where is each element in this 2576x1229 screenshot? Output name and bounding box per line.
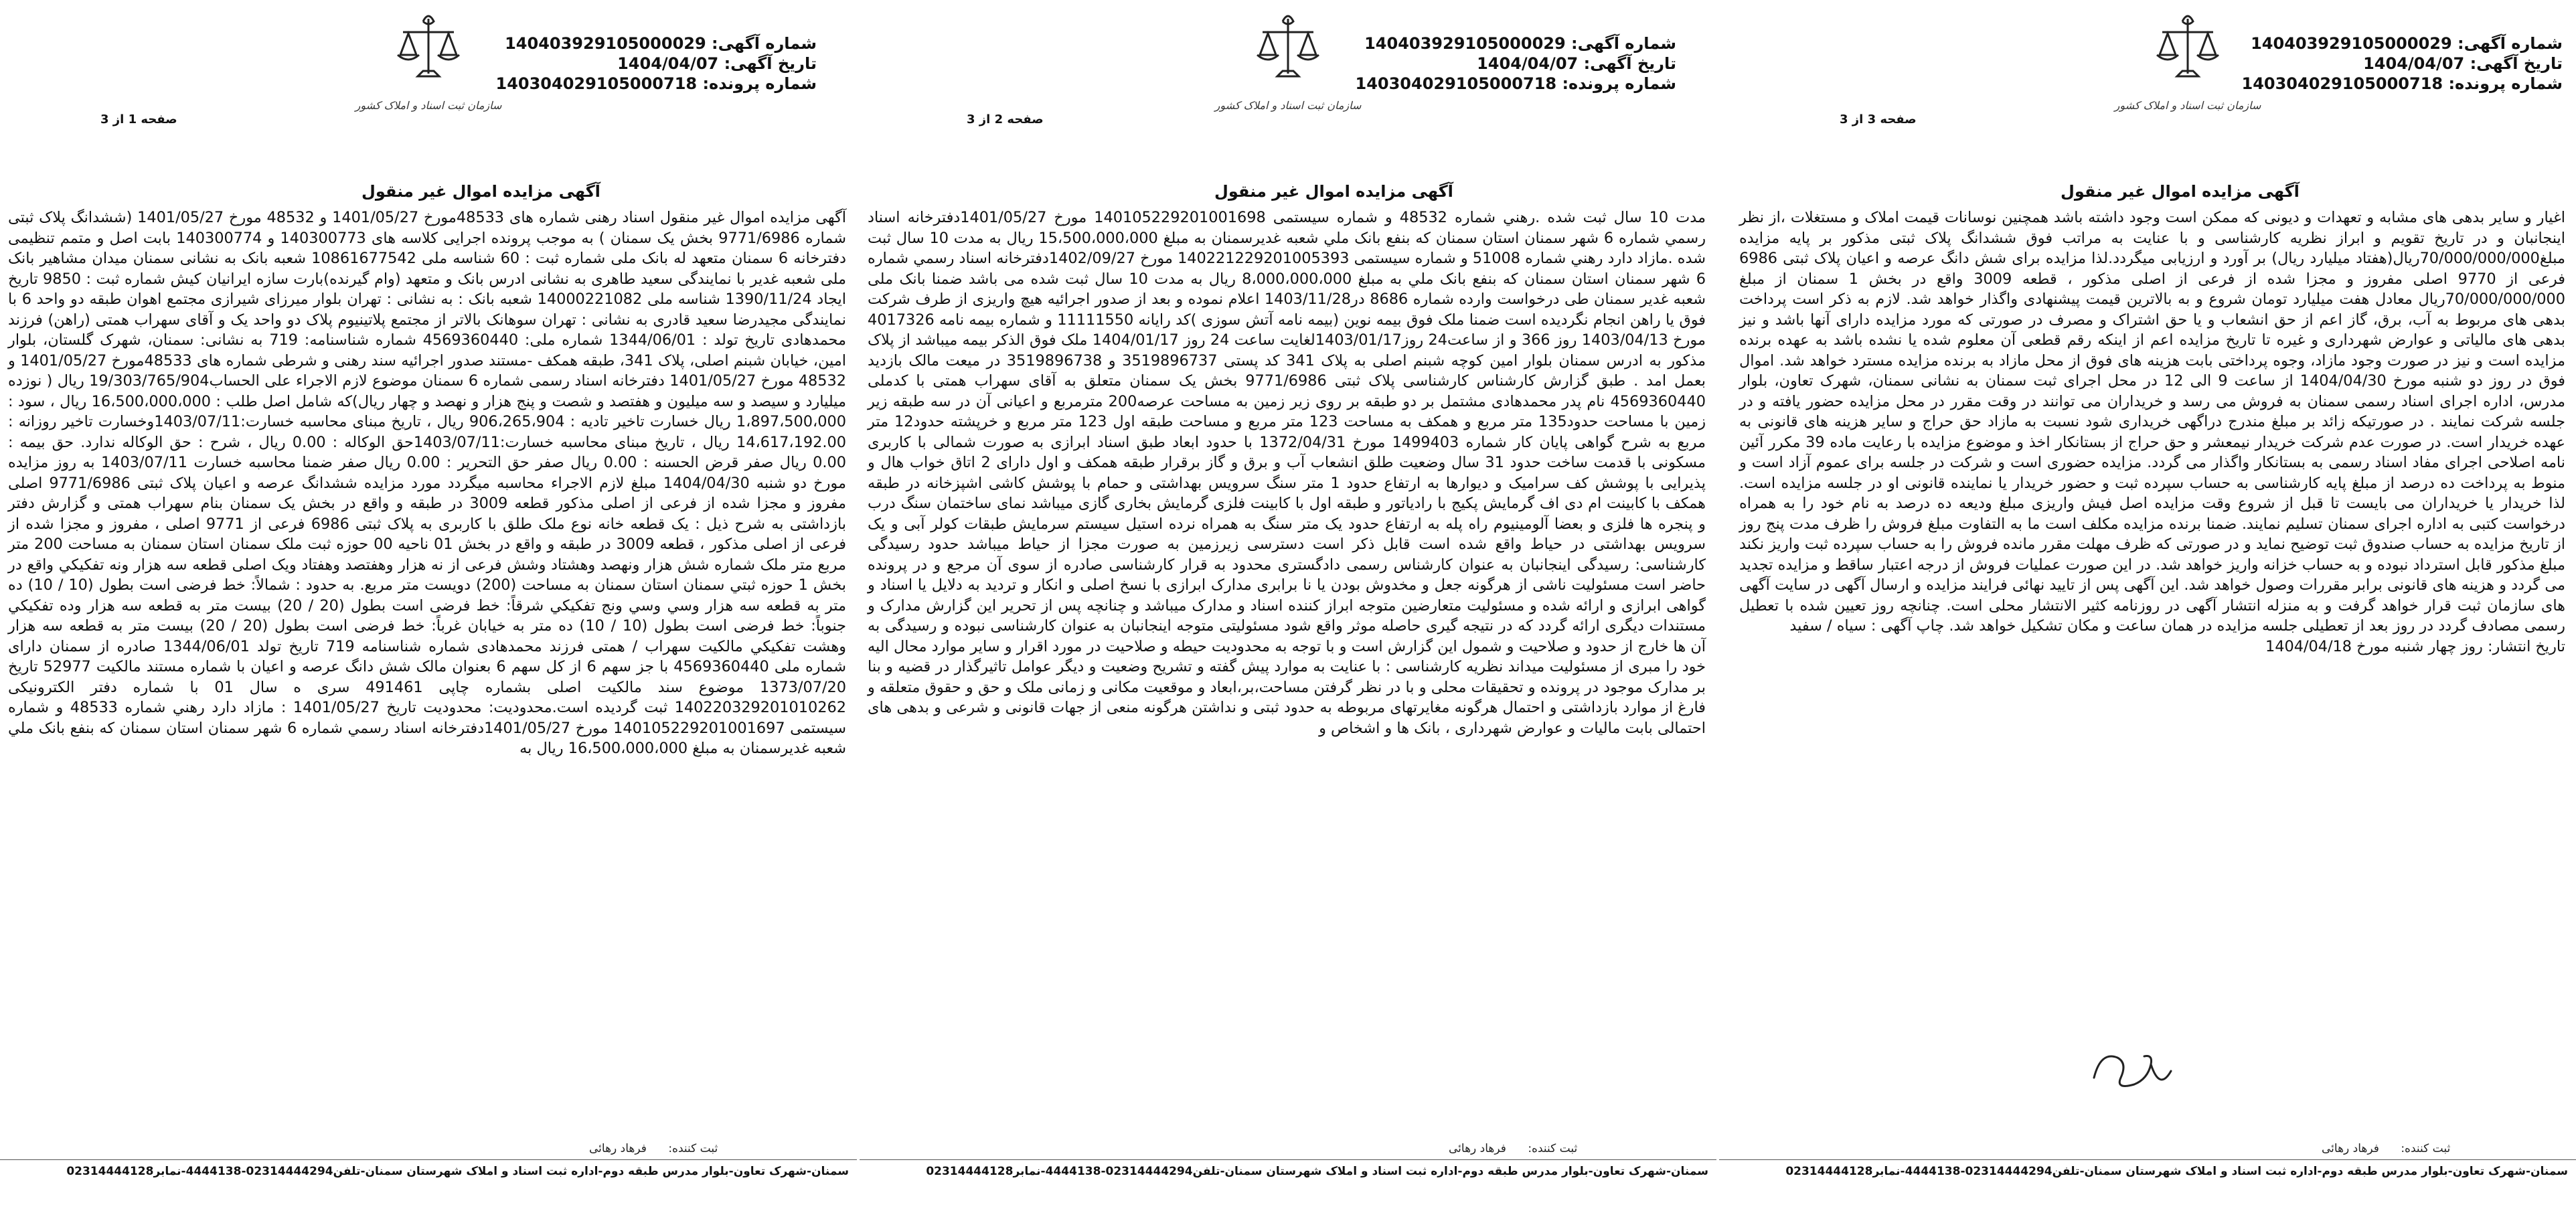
notice-date-label: تاریخ آگهی:	[1583, 54, 1676, 73]
file-no-label: شماره پرونده:	[1562, 74, 1676, 93]
signer	[2322, 1142, 2450, 1155]
file-no-label: شماره پرونده:	[702, 74, 817, 93]
judiciary-emblem-icon	[388, 7, 469, 87]
notice-body	[868, 208, 1706, 738]
notice-body-text: آگهی مزایده اموال غیر منقول اسناد رهنی شماره های 48533مورخ 1401/05/27 و 48532 مورخ 1401/05/27 (ششدانگ پلاک ثبتی شماره 9771/6986 بخش یک سمنان ) به موجب پرونده اجرایی کلاسه های 140300773 و 140300774 بابت اصل و متمم تنظیمی دفترخانه 6 سمنان متعهد له بانک ملی شماره ثبت : 60 شناسه ملی 10861677542 شعبه بانک به نشانی سمنان میدان مشاهیر بانک ملی شعبه غدیر با نمایندگی سعید طاهری به نشانی ادرس بانک و متعهد (وام گیرنده)بارت سازه ایرانیان کیش شماره ثبت : 9850 تاریخ ایجاد 1390/11/24 شناسه ملی 14000221082 شعبه بانک : به نشانی : تهران بلوار میرزای شیرازی مجتمع اهوان طبقه دو واحد 6 با نمایندگی مجیدرضا سعید قادری به نشانی : تهران سوهانک بالاتر از مجتمع پلاتینیوم پلاک دو واحد یک و آقای سهراب همتی (راهن) فرزند محمدهادی تاریخ تولد : 1344/06/01 شماره ملی: 4569360440 شماره شناسنامه: 719 به نشانی: سمنان، شهرک گلستان، بلوار امین، خیابان شبنم اصلی، پلاک 341، طبقه همکف -مستند صدور اجرائیه سند رهنی و شرطی شماره های 48533مورخ 1401/05/27 و 48532 مورخ 1401/05/27 دفترخانه اسناد رسمی شماره 6 سمنان موضوع لازم الاجراء علی الحساب19/303/765/904 ریال ( نوزده میلیارد و سیصد و سه میلیون و هفتصد و شصت و پنج هزار و نهصد و چهار ریال)که شامل اصل طلب : 16،500،000،000 ریال ، سود : 1،897،500،000 ریال خسارت تاخیر تادیه : 906،265،904 ریال ، تاریخ مبنای محاسبه خسارت:1403/07/11وخسارت تاخیر روزانه : 14،617،192.00 ریال ، تاریخ مبنای محاسبه خسارت:1403/07/11حق الوکاله : 0.00 ریال ، شرح : حق الوکاله ندارد. حق بیمه : 0.00 ریال صفر قرض الحسنه : 0.00 ریال صفر حق التحریر : 0.00 ریال صفر ضمنا محاسبه خسارت 1403/07/11 به روز مزایده مورخ دو شنبه 1404/04/30 مبلغ لازم الاجراء محاسبه میگردد مورد مزایده ششدانگ عرصه و اعیان پلاک ثبتی 9771/6986 اصلی مفروز و مجزا شده از فرعی از اصلی مذکور قطعه 3009 در طبقه و واقع در بخش یک سمنان بنام سهراب همتی و گزارش دفتر بازداشتی به شرح ذیل : یک قطعه خانه نوع ملک طلق با کاربری به پلاک ثبتی 6986 فرعی از 9771 اصلی ، مفروز و مجزا شده از فرعی از اصلی مذکور ، قطعه 3009 در طبقه و واقع در بخش 01 ناحیه 00 حوزه ثبت ملک سمنان استان سمنان به مساحت 200 متر مربع متر ملک شماره شش هزار ونهصد وهشتاد وشش فرعی از نه هزار وهفتصد وهفتاد ویک اصلی قطعه سه هزار ونه تفکیکي واقع در بخش 1 حوزه ثبتي سمنان استان سمنان به مساحت (200) دویست متر مربع. به حدود : شمالاً: خط فرضی است بطول (10 / 10) ده متر به قطعه سه هزار وسي وسي ونج تفکیکي شرقاً: خط فرضی است بطول (20 / 20) بیست متر به قطعه سه هزار وده تفکیکي جنوباً: خط فرضی است بطول (10 / 10) ده متر به خیابان غرباً: خط فرضی است بطول (20 / 20) بیست متر به قطعه سه هزار وهشت تفکیکي مالکیت سهراب / همتی فرزند محمدهادی شماره شناسنامه 719 تاریخ تولد 1344/06/01 صادره از سمنان دارای شماره ملی 4569360440 با جز سهم 6 از کل سهم 6 بعنوان مالک شش دانگ عرصه و اعیان با شماره مستند مالکیت 52977 تاریخ 1373/07/20 موضوع سند مالکیت اصلی بشماره چاپی 491461 سری ه سال 01 با شماره دفتر الکترونیکی 140220329201010262 ثبت گردیده است.محدودیت: محدودیت تاریخ 1401/05/27 : مازاد دارد رهني شماره 48533 و شماره سیستمی 140105229201001697 مورخ 1401/05/27دفترخانه اسناد رسمي شماره 6 شهر سمنان استان سمنان که بنفع بانک ملي شعبه غدیرسمنان به مبلغ 16،500،000،000 ریال به	[8, 209, 847, 757]
doc-title: آگهی مزایده اموال غیر منقول	[361, 182, 600, 201]
footer-divider	[1719, 1159, 2576, 1160]
notice-body-text: مدت 10 سال ثبت شده .رهني شماره 48532 و شماره سیستمی 140105229201001698 مورخ 1401/05/27دفترخانه اسناد رسمي شماره 6 شهر سمنان استان سمنان که بنفع بانک ملي شعبه غدیرسمنان به مبلغ 15،500،000،000 ریال به مدت 10 سال ثبت شده .مازاد دارد رهني شماره 51008 و شماره سیستمی 140221229201005393 مورخ 1402/09/27دفترخانه اسناد رسمي شماره 6 شهر سمنان استان سمنان که بنفع بانک ملي به مبلغ 8،000،000،000 ریال به مدت 10 سال ثبت شده می باشد ضمنا بانک ملی شعبه غدیر سمنان طی درخواست وارده شماره 8686 در1403/11/28 اعلام نموده و بعد از صدور اجرائیه هیچ واریزی از طرف شرکت فوق یا راهن انجام نگردیده است ضمنا ملک فوق بیمه نوین (بیمه نامه آتش سوزی )کد رایانه 11111550 و شماره بیمه نامه 4017326 مورخ 1403/04/13 روز 366 و از ساعت24 روز1403/01/17لغایت ساعت 24 روز 1404/01/17 ملک فوق الذکر بیمه میباشد از پلاک مذکور به ادرس سمنان بلوار امین کوچه شبنم اصلی به پلاک 341 کد پستی 3519896737 و 3519896738 در میعت مالک بازدید بعمل امد . طبق گزارش کارشناس کارشناسی پلاک ثبتی 9771/6986 بخش یک سمنان متعلق به آقای سهراب همتی با کدملی 4569360440 نام پدر محمدهادی مشتمل بر دو طبقه بر روی زیر زمین به مساحت عرصه200 مترمربع و اعیانی آن در سه طبقه زیر زمین با مساحت حدود135 متر مربع و همکف به مساحت 123 متر مربع و مساحت طبقه اول 123 متر مربع و خرپشته حدود12 متر مربع به شرح گواهی پایان کار شماره 1499403 مورخ 1372/04/31 با حدود ابعاد طبق اسناد ابرازی به صورت شمالی با کاربری مسکونی با قدمت ساخت حدود 31 سال وضعیت طلق انشعاب آب و برق و گاز برقرار طبقه همکف و اول دارای 2 اتاق خواب هال و پذیرایی با پوشش کف سرامیک و دیوارها به ارتفاع حدود 1 متر سنگ سرویس بهداشتی و حمام با پوشش کاشی اشپزخانه در طبقه همکف با کابینت ام دی اف گرمایش پکیج با رادیاتور و طبقه اول با کابینت فلزی گرمایش بخاری گازی میباشد نمای ساختمان سنگ درب و پنجره ها فلزی و بعضا آلومینیوم راه پله به ارتفاع حدود یک متر سنگ به همراه نرده استیل سیستم سرمایش طبقات کولر آبی و یک سرویس بهداشتی در حیاط واقع شده است قابل ذکر است دسترسی زیرزمین به صورت مجزا از حیاط میباشد حدود رسیدگی کارشناسی: رسیدگی اینجانبان به عنوان کارشناس رسمی دادگستری محدود به قرار کارشناسی صادره از سوی آن مرجع و در پرونده حاضر است مسئولیت ناشی از هرگونه جعل و مخدوش بودن یا نا برابری مدارک ابرازی با نسخ اصلی و انکار و تردید به دلایل یا اسناد و گواهی ابرازی و ارائه شده و مسئولیت متعارضین متوجه ابراز کننده اسناد و مدارک میباشد و چنانچه پس از تحریر این گزارش مدارک و مستندات دیگری ارائه گردد که در نتیجه گیری حاصله موثر واقع شود مسئولیتی متوجه اینجانبان به عنوان کارشناسی نبوده و رسیدگی به آن ها خارج از حدود و صلاحیت و شمول این گزارش است و با توجه به محدودیت حیطه و صلاحیت در مورد اقرار و سایر موارد محال الیه خود را مبری از مسئولیت میداند نظریه کارشناسی : با عنایت به موارد پیش گفته و تشریح وضعیت و دیگر عوامل تاثیرگذار در قضیه و بنا بر مدارک موجود در پرونده و تحقیقات محلی و با در نظر گرفتن مساحت،بر،ابعاد و موقعیت مکانی و زمانی ملک و حق و حقوق متعلقه و فارغ از موارد بازداشتی و احتمال هرگونه مغایرتهای مربوطه به حدود ثبتی و نداشتن هرگونه منعی از جهات قانونی و شرعی و بدهی های احتمالی بابت مالیات و عوارض شهرداری ، بانک ها و اشخاص و	[868, 209, 1706, 737]
signer-name: فرهاد رهائی	[589, 1142, 647, 1155]
notice-body-text: اغیار و سایر بدهی های مشابه و تعهدات و دیونی که ممکن است وجود داشته باشد همچنین نوسانات قیمت املاک و مستغلات ،از نظر اینجانبان و در تاریخ تقویم و ابراز نظریه کارشناسی و با عنایت به مراتب فوق ششدانگ پلاک ثبتی مذکور بر پایه مزایده مبلغ70/000/000/000ریال(هفتاد میلیارد ریال) بر آورد و ارزیابی میگردد.لذا مزایده برای شش دانگ عرصه و اعیان پلاک ثبتی 6986 فرعی از 9770 اصلی مفروز و مجزا شده از فرعی از اصلی مذکور ، قطعه 3009 واقع در بخش 1 سمنان از مبلغ 70/000/000/000ریال معادل هفت میلیارد تومان شروع و به بالاترین قیمت پیشنهادی واگذار خواهد شد. لازم به ذکر است پرداخت بدهی های مربوط به آب، برق، گاز اعم از حق انشعاب و یا حق اشتراک و مصرف در صورتی که مورد مزایده دارای آنها باشد و نیز بدهی های مالیاتی و عوارض شهرداری و غیره تا تاریخ مزایده اعم از اینکه رقم قطعی آن معلوم شده یا نشده باشد به عهده برنده مزایده است و نیز در صورت وجود مازاد، وجوه پرداختی بابت هزینه های فوق از محل مازاد به برنده مزایده مسترد خواهد شد. اموال فوق در روز دو شنبه مورخ 1404/04/30 از ساعت 9 الی 12 در محل اجرای ثبت سمنان به نشانی سمنان، شهرک تعاون، بلوار مدرس، اداره اجرای اسناد رسمی سمنان به فروش می رسد و خریداران می توانند در وقت مقرر در محل مزایده حضور یافته و در جلسه شرکت نمایند . در صورتیکه زائد بر مبلغ مندرج دراگهی خریداری شود نسبت به مازاد حق حراج و سایر هزینه های قانونی به عهده خریدار است. در صورت عدم شرکت خریدار نیمعشر و حق حراج از بستانکار اخذ و موضوع مزایده با رعایت ماده 39 مکرر آئین نامه اصلاحی اجرای مفاد اسناد رسمی به بستانکار واگذار می گردد. مزایده حضوری است و شرکت در جلسه برای عموم آزاد است و منوط به پرداخت ده درصد از مبلغ پایه کارشناسی به حساب سپرده ثبت و حضور خریدار یا نماینده قانونی او در جلسه مزایده است. لذا خریدار یا خریداران می بایست تا قبل از شروع وقت مزایده اصل فیش واریزی مبلغ ودیعه ده درصد به نام خود را به همراه درخواست کتبی به اداره اجرای سمنان تسلیم نمایند. ضمنا برنده مزایده مکلف است ما به التفاوت مبلغ فروش را ظرف مدت پنج روز از تاریخ مزایده به حساب صندوق ثبت توضیح نماید و در صورتی که ظرف مهلت مقرر مانده فروش را به حساب سپرده ثبت واریز نکند مبلغ مذکور قابل استرداد نبوده و به حساب خزانه واریز خواهد شد. در این صورت عملیات فروش از درجه اعتبار ساقط و مزایده تجدید می گردد و هزینه های قانونی برابر مقررات وصول خواهد شد. این آگهی پس از تایید نهائی فرایند مزایده و ارسال آگهی در سایت آگهی های سازمان ثبت قرار خواهد گرفت و به منزله انتشار آگهی در روزنامه کثیر الانتشار محلی است. چنانچه روز تعیین شده با تعطیل رسمی مصادف گردد در روز بعد از تعطیلی جلسه مزایده در همان ساعت و مکان تشکیل خواهد شد. چاپ آگهی : سیاه / سفید	[1739, 209, 2566, 635]
page-number: صفحه 2 از 3	[967, 112, 1044, 127]
notice-no-label: شماره آگهی:	[1571, 34, 1676, 53]
notice-body	[8, 208, 846, 759]
file-no: 140304029105000718	[2241, 74, 2443, 93]
footer-divider	[860, 1159, 1716, 1160]
notice-no-label: شماره آگهی:	[2458, 34, 2563, 53]
signer-name: فرهاد رهائی	[2322, 1142, 2379, 1155]
judiciary-emblem-icon	[2148, 7, 2228, 87]
doc-title: آگهی مزایده اموال غیر منقول	[2061, 182, 2300, 201]
publish-date-line: تاریخ انتشار: روز چهار شنبه مورخ 1404/04/18	[2265, 637, 2565, 655]
notice-date-label: تاریخ آگهی:	[724, 54, 817, 73]
notice-date: 1404/04/07	[617, 54, 719, 73]
notice-no: 140403929105000029	[1364, 34, 1566, 53]
notice-page-1	[0, 0, 857, 1229]
signer-name: فرهاد رهائی	[1449, 1142, 1506, 1155]
notice-meta	[496, 33, 817, 94]
notice-date: 1404/04/07	[1477, 54, 1579, 73]
page-number: صفحه 3 از 3	[1840, 112, 1917, 127]
org-name: سازمان ثبت اسناد و املاک کشور	[355, 99, 502, 112]
signer-label: ثبت کننده:	[668, 1142, 718, 1155]
notice-meta	[1356, 33, 1677, 94]
signer	[589, 1142, 718, 1155]
notice-page-3	[1719, 0, 2576, 1229]
notice-no: 140403929105000029	[2251, 34, 2452, 53]
footer-divider	[0, 1159, 857, 1160]
notice-page-2	[860, 0, 1716, 1229]
notice-no: 140403929105000029	[505, 34, 706, 53]
file-no-label: شماره پرونده:	[2448, 74, 2563, 93]
notice-date-label: تاریخ آگهی:	[2470, 54, 2563, 73]
org-name: سازمان ثبت اسناد و املاک کشور	[2114, 99, 2261, 112]
page-number: صفحه 1 از 3	[100, 112, 177, 127]
footer-address: سمنان-شهرک تعاون-بلوار مدرس طبقه دوم-اداره ثبت اسناد و املاک شهرستان سمنان-تلفن02314444294-4444138-نمابر02314444128	[66, 1165, 849, 1178]
file-no: 140304029105000718	[1355, 74, 1557, 93]
notice-no-label: شماره آگهی:	[712, 34, 817, 53]
notice-meta	[2242, 33, 2563, 94]
notice-date: 1404/04/07	[2363, 54, 2465, 73]
judiciary-emblem-icon	[1248, 7, 1328, 87]
signer	[1449, 1142, 1577, 1155]
footer-address: سمنان-شهرک تعاون-بلوار مدرس طبقه دوم-اداره ثبت اسناد و املاک شهرستان سمنان-تلفن02314444294-4444138-نمابر02314444128	[1785, 1165, 2568, 1178]
org-name: سازمان ثبت اسناد و املاک کشور	[1214, 99, 1362, 112]
handwritten-signature-icon	[2081, 1031, 2181, 1104]
signer-label: ثبت کننده:	[2401, 1142, 2451, 1155]
notice-body	[1739, 208, 2565, 657]
file-no: 140304029105000718	[495, 74, 698, 93]
footer-address: سمنان-شهرک تعاون-بلوار مدرس طبقه دوم-اداره ثبت اسناد و املاک شهرستان سمنان-تلفن02314444294-4444138-نمابر02314444128	[926, 1165, 1708, 1178]
signer-label: ثبت کننده:	[1528, 1142, 1578, 1155]
doc-title: آگهی مزایده اموال غیر منقول	[1214, 182, 1453, 201]
